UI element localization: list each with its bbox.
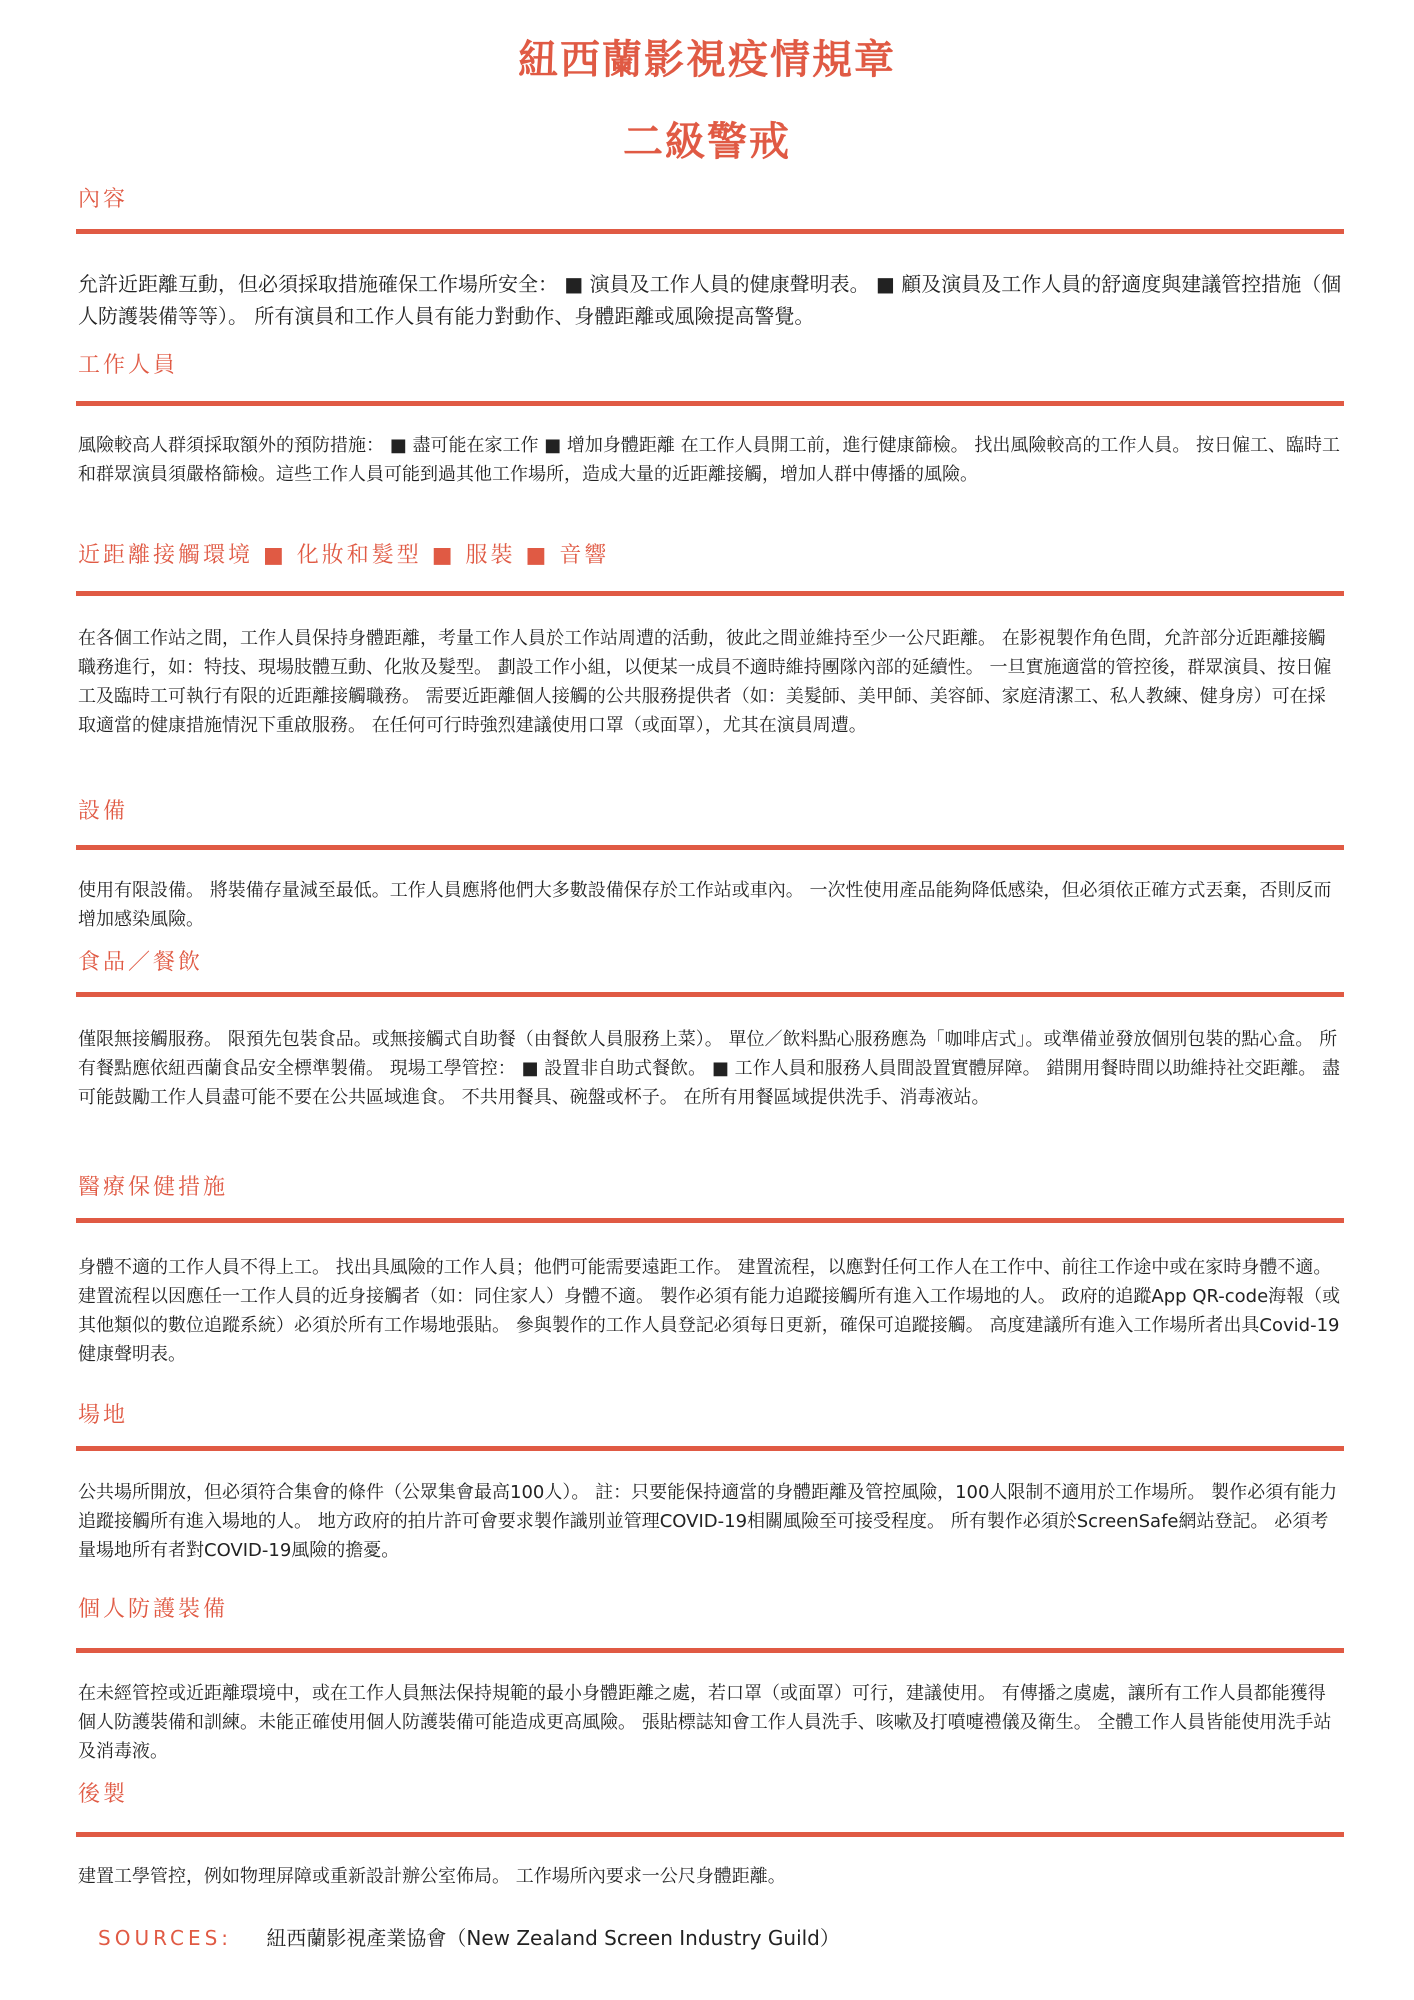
- sources-label: SOURCES:: [98, 1926, 233, 1950]
- section-body-catering: 僅限無接觸服務。 限預先包裝食品。或無接觸式自助餐（由餐飲人員服務上菜）。 單位／飲料點心服務應為「咖啡店式」。或準備並發放個別包裝的點心盒。 所有餐點應依紐西蘭食品安全標準製備。 現場工學管控： ■ 設置非自助式餐飲。 ■ 工作人員和服務人員間設置實體屏障。 錯開用餐時間以助維持社交距離。 盡可能鼓勵工作人員盡可能不要在公共區域進食。 不共用餐具、碗盤或杯子。 在所有用餐區域提供洗手、消毒液站。: [78, 1029, 1341, 1108]
- sources-value: 紐西蘭影視產業協會（New Zealand Screen Industry Guild）: [266, 1926, 840, 1950]
- section-title-venue: 場地: [78, 1403, 129, 1428]
- section-body-close-contact: 在各個工作站之間，工作人員保持身體距離，考量工作人員於工作站周遭的活動，彼此之間並維持至少一公尺距離。 在影視製作角色間，允許部分近距離接觸職務進行，如：特技、現場肢體互動、化妝及髮型。 劃設工作小組，以便某一成員不適時維持團隊內部的延續性。 一旦實施適當的管控後，群眾演員、按日僱工及臨時工可執行有限的近距離接觸職務。 需要近距離個人接觸的公共服務提供者（如：美髮師、美甲師、美容師、家庭清潔工、私人教練、健身房）可在採取適當的健康措施情況下重啟服務。 在任何可行時強烈建議使用口罩（或面罩），尤其在演員周遭。: [78, 628, 1332, 736]
- section-divider: [76, 1218, 1344, 1223]
- section-title-staff: 工作人員: [78, 353, 179, 378]
- section-divider: [76, 591, 1344, 596]
- section-divider: [76, 401, 1344, 406]
- section-divider: [76, 845, 1344, 850]
- page-title: 紐西蘭影視疫情規章: [518, 37, 896, 83]
- section-divider: [76, 229, 1344, 234]
- section-divider: [76, 992, 1344, 997]
- section-title-equipment: 設備: [78, 799, 129, 824]
- section-title-health: 醫療保健措施: [78, 1175, 229, 1200]
- section-body-content: 允許近距離互動，但必須採取措施確保工作場所安全： ■ 演員及工作人員的健康聲明表。 ■ 顧及演員及工作人員的舒適度與建議管控措施（個人防護裝備等等）。 所有演員和工作人員有能力對動作、身體距離或風險提高警覺。: [78, 272, 1342, 328]
- sources-line: [98, 1922, 840, 1951]
- section-title-post-production: 後製: [78, 1782, 129, 1807]
- section-body-equipment: 使用有限設備。 將裝備存量減至最低。工作人員應將他們大多數設備保存於工作站或車內。 一次性使用產品能夠降低感染，但必須依正確方式丟棄，否則反而增加感染風險。: [78, 880, 1332, 930]
- section-title-content: 內容: [78, 187, 129, 212]
- section-title-close-contact: 近距離接觸環境 ■ 化妝和髮型 ■ 服裝 ■ 音響: [78, 543, 610, 568]
- section-title-ppe: 個人防護裝備: [78, 1597, 229, 1622]
- section-divider: [76, 1832, 1344, 1837]
- section-body-health: 身體不適的工作人員不得上工。 找出具風險的工作人員；他們可能需要遠距工作。 建置流程，以應對任何工作人在工作中、前往工作途中或在家時身體不適。 建置流程以因應任一工作人員的近身接觸者（如：同住家人）身體不適。 製作必須有能力追蹤接觸所有進入工作場地的人。 政府的追蹤App QR-code海報（或其他類似的數位追蹤系統）必須於所有工作場地張貼。 參與製作的工作人員登記必須每日更新，確保可追蹤接觸。 高度建議所有進入工作場所者出具Covid-19健康聲明表。: [78, 1257, 1341, 1365]
- section-body-staff: 風險較高人群須採取額外的預防措施： ■ 盡可能在家工作 ■ 增加身體距離 在工作人員開工前，進行健康篩檢。 找出風險較高的工作人員。 按日僱工、臨時工和群眾演員須嚴格篩檢。這些工作人員可能到過其他工作場所，造成大量的近距離接觸，增加人群中傳播的風險。: [78, 435, 1341, 485]
- section-body-venue: 公共場所開放，但必須符合集會的條件（公眾集會最高100人）。 註：只要能保持適當的身體距離及管控風險，100人限制不適用於工作場所。 製作必須有能力追蹤接觸所有進入場地的人。 地方政府的拍片許可會要求製作識別並管理COVID-19相關風險至可接受程度。 所有製作必須於ScreenSafe網站登記。 必須考量場地所有者對COVID-19風險的擔憂。: [78, 1482, 1338, 1561]
- section-divider: [76, 1446, 1344, 1451]
- section-title-catering: 食品／餐飲: [78, 950, 204, 975]
- section-body-post-production: 建置工學管控，例如物理屏障或重新設計辦公室佈局。 工作場所內要求一公尺身體距離。: [78, 1866, 786, 1887]
- page-subtitle: 二級警戒: [623, 119, 791, 165]
- section-divider: [76, 1648, 1344, 1653]
- section-body-ppe: 在未經管控或近距離環境中，或在工作人員無法保持規範的最小身體距離之處，若口罩（或面罩）可行，建議使用。 有傳播之虞處，讓所有工作人員都能獲得個人防護裝備和訓練。未能正確使用個人防護裝備可能造成更高風險。 張貼標誌知會工作人員洗手、咳嗽及打噴嚏禮儀及衛生。 全體工作人員皆能使用洗手站及消毒液。: [78, 1683, 1332, 1762]
